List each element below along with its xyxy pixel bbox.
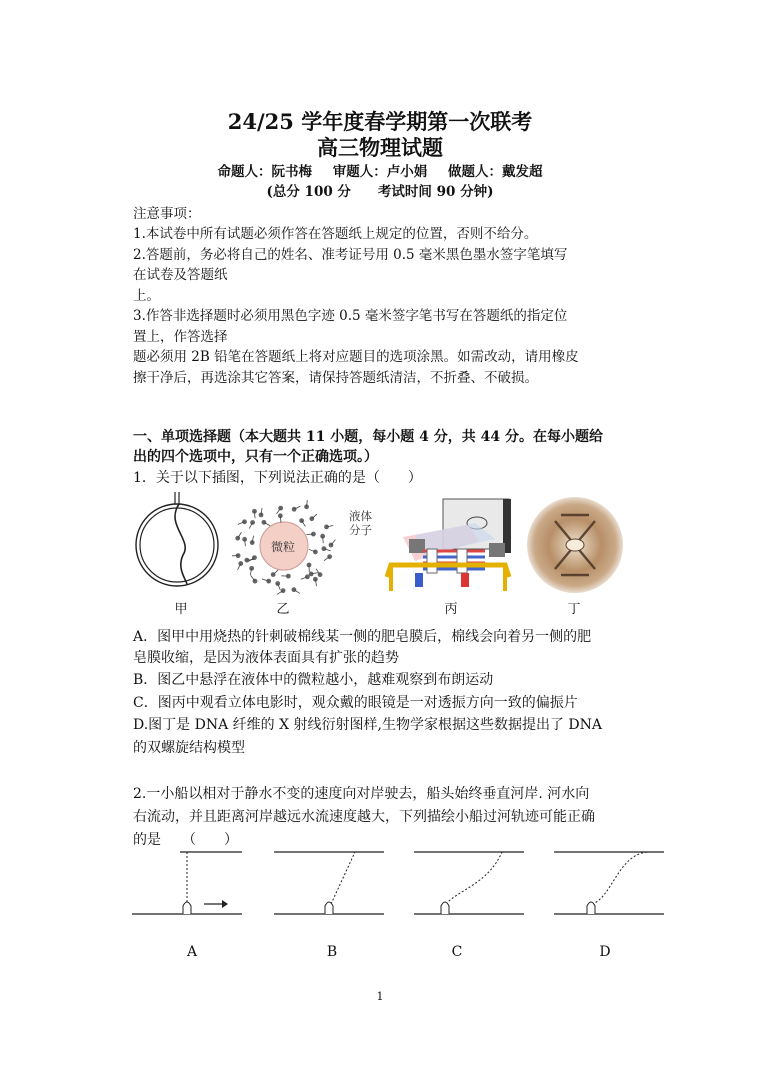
option-a: A．图甲中用烧热的针刺破棉线某一侧的肥皂膜后，棉线会向着另一侧的肥 xyxy=(133,629,592,645)
authors-line xyxy=(0,160,760,180)
molecule-motion-arrow xyxy=(312,514,317,519)
exam-title: 24/25 学年度春学期第一次联考 xyxy=(227,109,533,134)
question-2-stem: 右流动，并且距离河岸越远水流速度越大，下列描绘小船过河轨迹可能正确 xyxy=(133,809,595,825)
river-diagram-d xyxy=(552,840,667,920)
author-setter: 命题人：阮书梅 xyxy=(217,164,313,180)
note-line: 置上，作答选择 xyxy=(133,329,228,345)
figure-bing xyxy=(385,495,525,595)
page-number: 1 xyxy=(376,990,384,1003)
option-label-c: C xyxy=(451,944,463,960)
liquid-molecule xyxy=(313,550,318,555)
river-diagram-a xyxy=(130,840,245,920)
note-line: 题必须用 2B 铅笔在答题纸上将对应题目的选项涂黑。如需改动，请用橡皮 xyxy=(133,349,579,365)
note-line: 上。 xyxy=(133,288,160,304)
liquid-molecule xyxy=(242,519,247,524)
option-a-cont: 皂膜收缩，是因为液体表面具有扩张的趋势 xyxy=(133,650,399,666)
figure-label-ding: 丁 xyxy=(567,602,581,617)
liquid-molecule xyxy=(322,546,327,551)
section-heading: 一、单项选择题（本大题共 11 小题，每小题 4 分，共 44 分。在每小题给 xyxy=(133,429,603,445)
molecule-motion-arrow xyxy=(273,570,278,575)
liquid-molecule-label: 分子 xyxy=(349,523,372,537)
liquid-molecule xyxy=(281,588,286,593)
section-heading: 出的四个选项中，只有一个正确选项。） xyxy=(133,449,378,465)
figure-label-yi: 乙 xyxy=(276,602,290,617)
river-diagram-b xyxy=(272,840,387,920)
liquid-molecule xyxy=(318,572,323,577)
score-time-line: (总分 100 分 考试时间 90 分钟) xyxy=(266,184,494,200)
note-line: 3.作答非选择题时必须用黑色字迹 0.5 毫米签字笔书写在答题纸的指定位 xyxy=(133,308,568,324)
question-1-stem: 1．关于以下插图，下列说法正确的是（ ） xyxy=(133,470,422,486)
option-d: D.图丁是 DNA 纤维的 X 射线衍射图样,生物学家根据这些数据提出了 DNA xyxy=(133,717,603,733)
option-d-cont: 的双螺旋结构模型 xyxy=(133,740,245,756)
option-c: C．图丙中观看立体电影时，观众戴的眼镜是一对透振方向一致的偏振片 xyxy=(133,695,578,711)
author-solver: 做题人：戴发超 xyxy=(447,164,543,180)
option-label-d: D xyxy=(599,944,611,960)
question-2-stem: 的是 （ ） xyxy=(133,832,238,848)
option-b: B．图乙中悬浮在液体中的微粒越小，越难观察到布朗运动 xyxy=(133,672,494,688)
notes-heading: 注意事项： xyxy=(133,206,201,222)
figure-label-bing: 丙 xyxy=(444,602,458,617)
molecule-motion-arrow xyxy=(306,534,313,535)
note-line: 1.本试卷中所有试题必须作答在答题纸上规定的位置，否则不给分。 xyxy=(133,226,538,242)
river-diagram-c xyxy=(412,840,527,920)
note-line: 2.答题前，务必将自己的姓名、准考证号用 0.5 毫米黑色墨水签字笔填写 xyxy=(133,247,568,263)
figure-ding xyxy=(525,495,625,595)
liquid-molecule xyxy=(292,507,297,512)
note-line: 在试卷及答题纸 xyxy=(133,267,228,283)
question-2-stem: 2.一小船以相对于静水不变的速度向对岸驶去，船头始终垂直河岸. 河水向 xyxy=(133,786,590,802)
option-label-a: A xyxy=(186,944,198,960)
liquid-molecule-label: 液体 xyxy=(349,509,372,523)
author-reviewer: 审题人：卢小娟 xyxy=(332,164,428,180)
particle-label: 微粒 xyxy=(271,540,296,554)
figure-label-jia: 甲 xyxy=(174,602,188,617)
exam-subtitle: 高三物理试题 xyxy=(317,135,443,160)
option-label-b: B xyxy=(326,944,338,960)
figure-jia xyxy=(135,490,225,595)
liquid-molecule xyxy=(292,587,297,592)
liquid-molecule xyxy=(266,579,271,584)
liquid-molecule xyxy=(275,581,280,586)
note-line: 擦干净后，再选涂其它答案，请保持答题纸清洁，不折叠、不破损。 xyxy=(133,370,538,386)
